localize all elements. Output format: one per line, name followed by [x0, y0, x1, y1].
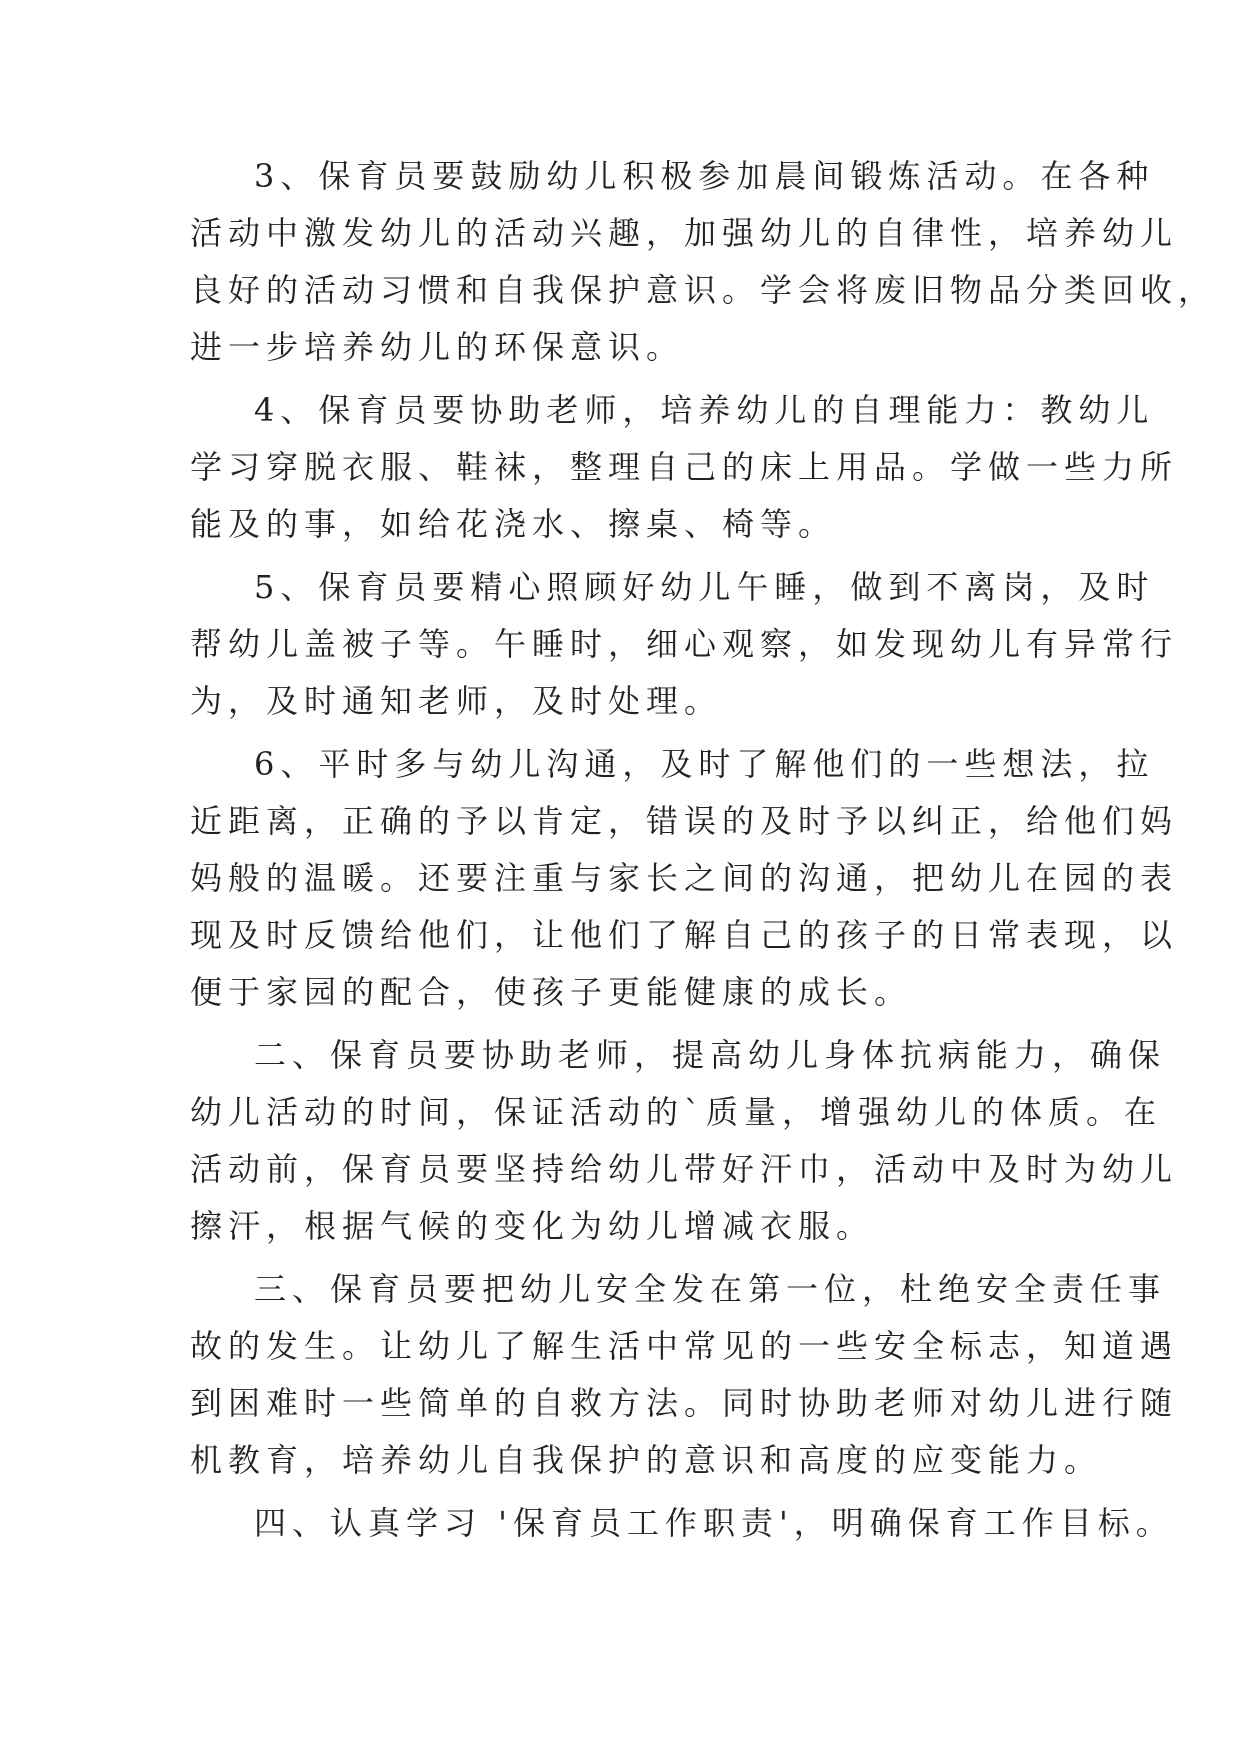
- paragraph-line: 活动前，保育员要坚持给幼儿带好汗巾，活动中及时为幼儿: [190, 1150, 1179, 1188]
- paragraph-4: [190, 391, 1179, 543]
- paragraph-line: 4、保育员要协助老师，培养幼儿的自理能力：教幼儿: [254, 391, 1155, 429]
- paragraph-line: 近距离，正确的予以肯定，错误的及时予以纠正，给他们妈: [190, 802, 1179, 840]
- paragraph-line: 6、平时多与幼儿沟通，及时了解他们的一些想法，拉: [254, 745, 1155, 783]
- paragraph-line: 三、保育员要把幼儿安全发在第一位，杜绝安全责任事: [254, 1270, 1167, 1308]
- paragraph-line: 擦汗，根据气候的变化为幼儿增减衣服。: [190, 1207, 875, 1245]
- paragraph-line: 二、保育员要协助老师，提高幼儿身体抗病能力，确保: [254, 1036, 1167, 1074]
- paragraph-line: 能及的事，如给花浇水、擦桌、椅等。: [190, 505, 837, 543]
- paragraph-line: 机教育，培养幼儿自我保护的意识和高度的应变能力。: [190, 1441, 1103, 1479]
- paragraph-line: 良好的活动习惯和自我保护意识。学会将废旧物品分类回收，: [190, 271, 1217, 309]
- paragraph-line: 活动中激发幼儿的活动兴趣，加强幼儿的自律性，培养幼儿: [190, 214, 1179, 252]
- paragraph-line: 妈般的温暖。还要注重与家长之间的沟通，把幼儿在园的表: [190, 859, 1179, 897]
- paragraph-line: 幼儿活动的时间，保证活动的`质量，增强幼儿的体质。在: [190, 1093, 1163, 1131]
- section-four: [190, 1504, 1174, 1542]
- paragraph-line: 进一步培养幼儿的环保意识。: [190, 328, 685, 366]
- paragraph-3: [190, 157, 1217, 366]
- section-two: [190, 1036, 1179, 1245]
- paragraph-line: 便于家园的配合，使孩子更能健康的成长。: [190, 973, 913, 1011]
- paragraph-line: 学习穿脱衣服、鞋袜，整理自己的床上用品。学做一些力所: [190, 448, 1179, 486]
- paragraph-line: 现及时反馈给他们，让他们了解自己的孩子的日常表现，以: [190, 916, 1179, 954]
- paragraph-line: 到困难时一些简单的自救方法。同时协助老师对幼儿进行随: [190, 1384, 1179, 1422]
- section-three: [190, 1270, 1179, 1479]
- paragraph-line: 为，及时通知老师，及时处理。: [190, 682, 723, 720]
- document-body: [190, 157, 1217, 1562]
- paragraph-6: [190, 745, 1179, 1011]
- paragraph-line: 故的发生。让幼儿了解生活中常见的一些安全标志，知道遇: [190, 1327, 1179, 1365]
- paragraph-5: [190, 568, 1179, 720]
- paragraph-line: 帮幼儿盖被子等。午睡时，细心观察，如发现幼儿有异常行: [190, 625, 1179, 663]
- paragraph-line: 5、保育员要精心照顾好幼儿午睡，做到不离岗，及时: [254, 568, 1155, 606]
- paragraph-line: 3、保育员要鼓励幼儿积极参加晨间锻炼活动。在各种: [254, 157, 1155, 195]
- paragraph-line: 四、认真学习 '保育员工作职责'，明确保育工作目标。: [254, 1504, 1174, 1542]
